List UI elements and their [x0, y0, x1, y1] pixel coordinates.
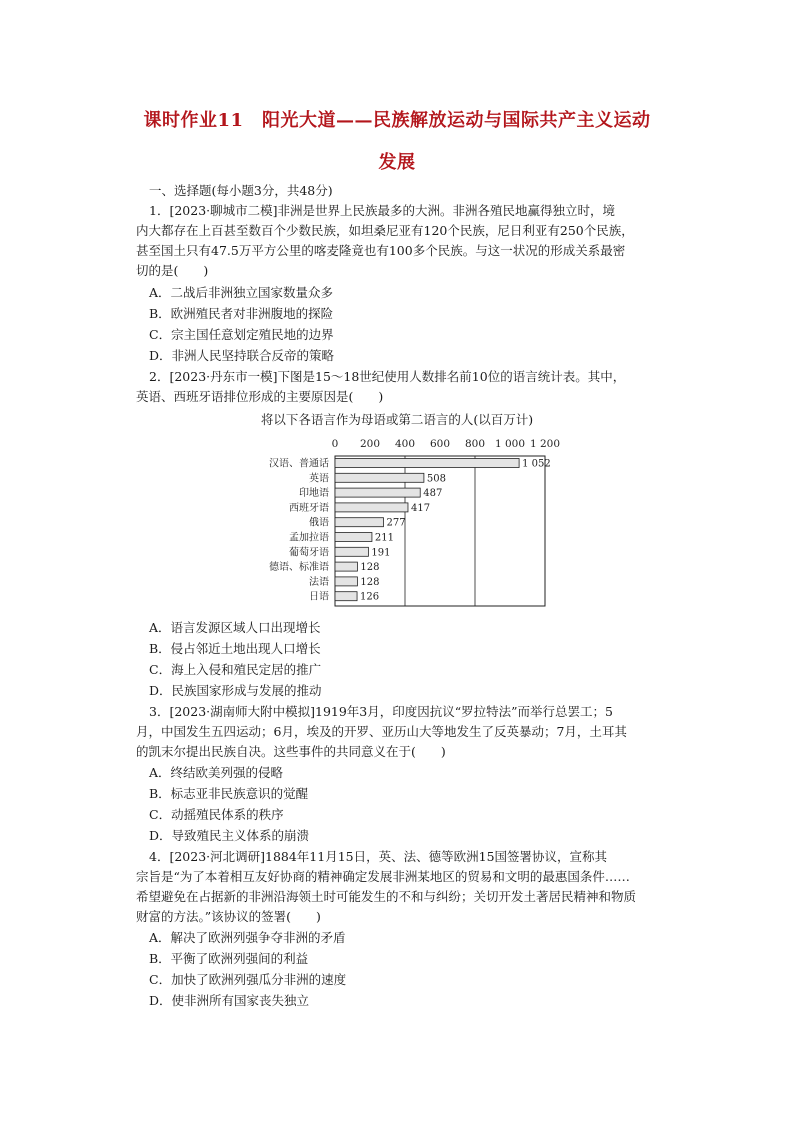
q3-option-c: C．动摇殖民体系的秩序	[149, 807, 284, 822]
chart-title: 将以下各语言作为母语或第二语言的人(以百万计)	[260, 412, 534, 427]
q2-option-a: A．语言发源区域人口出现增长	[149, 620, 321, 635]
q1-option-a: A．二战后非洲独立国家数量众多	[149, 285, 334, 300]
category-label: 德语、标准语	[269, 562, 329, 574]
x-tick-label: 800	[464, 438, 486, 450]
q1-stem-line: 1．[2023·聊城市二模]非洲是世界上民族最多的大洲。非洲各殖民地赢得独立时，境	[149, 203, 615, 218]
category-label: 孟加拉语	[289, 532, 329, 544]
bar	[335, 518, 383, 527]
category-label: 葡萄牙语	[289, 547, 329, 559]
q4-stem-line: 希望避免在占据新的非洲沿海领土时可能发生的不和与纠纷；关切开发土著居民精神和物质	[136, 889, 637, 904]
value-label: 126	[360, 591, 380, 603]
x-tick-label: 1 200	[529, 438, 561, 450]
q3-stem-line: 月，中国发生五四运动；6月，埃及的开罗、亚历山大等地发生了反英暴动；7月，土耳其	[136, 724, 627, 739]
category-label: 法语	[309, 576, 329, 588]
bar	[335, 562, 357, 571]
value-label: 277	[386, 517, 406, 529]
value-label: 128	[360, 576, 380, 588]
q4-stem-line: 财富的方法。”该协议的签署( )	[136, 909, 321, 924]
q1-stem-line: 甚至国土只有47.5万平方公里的喀麦隆竟也有100多个民族。与这一状况的形成关系最密	[136, 243, 626, 258]
q2-option-d: D．民族国家形成与发展的推动	[149, 683, 322, 698]
page-title-line-1: 课时作业11 阳光大道——民族解放运动与国际共产主义运动	[143, 110, 651, 131]
q3-stem-line: 的凯末尔提出民族自决。这些事件的共同意义在于( )	[136, 744, 446, 759]
value-label: 1 052	[522, 458, 551, 470]
q1-stem-line: 切的是( )	[136, 263, 209, 278]
category-label: 汉语、普通话	[269, 458, 329, 470]
q1-option-d: D．非洲人民坚持联合反帝的策略	[149, 348, 335, 363]
q3-option-d: D．导致殖民主义体系的崩溃	[149, 828, 310, 843]
bar	[335, 577, 357, 586]
value-label: 508	[426, 473, 446, 485]
category-label: 英语	[309, 473, 329, 485]
q4-stem-line: 宗旨是“为了本着相互友好协商的精神确定发展非洲某地区的贸易和文明的最惠国条件……	[136, 869, 630, 884]
q2-option-b: B．侵占邻近土地出现人口增长	[149, 641, 321, 656]
q2-stem-line: 2．[2023·丹东市一模]下图是15～18世纪使用人数排名前10位的语言统计表。其中，	[149, 369, 626, 384]
q1-option-b: B．欧洲殖民者对非洲腹地的探险	[149, 306, 334, 321]
bar	[335, 503, 408, 512]
bar	[335, 592, 357, 601]
q3-option-a: A．终结欧美列强的侵略	[149, 765, 284, 780]
q4-option-c: C．加快了欧洲列强瓜分非洲的速度	[149, 972, 347, 987]
q2-option-c: C．海上入侵和殖民定居的推广	[149, 662, 322, 677]
bar	[335, 473, 424, 482]
category-label: 西班牙语	[289, 502, 329, 514]
value-label: 211	[374, 532, 395, 544]
q1-stem-line: 内大都存在上百甚至数百个少数民族，如坦桑尼亚有120个民族，尼日利亚有250个民族，	[136, 223, 634, 238]
value-label: 128	[360, 562, 380, 574]
page-title-line-2: 发展	[378, 152, 416, 173]
q3-option-b: B．标志亚非民族意识的觉醒	[149, 786, 309, 801]
category-label: 俄语	[309, 517, 329, 529]
value-label: 487	[423, 488, 443, 500]
bar	[335, 459, 519, 468]
bar	[335, 488, 420, 497]
x-tick-label: 200	[359, 438, 381, 450]
bar	[335, 533, 372, 542]
x-tick-label: 600	[429, 438, 451, 450]
q4-option-b: B．平衡了欧洲列强间的利益	[149, 951, 309, 966]
bar	[335, 547, 368, 556]
q3-stem-line: 3．[2023·湖南师大附中模拟]1919年3月，印度因抗议“罗拉特法”而举行总罢工；5	[149, 704, 613, 719]
q4-option-a: A．解决了欧洲列强争夺非洲的矛盾	[149, 930, 346, 945]
x-tick-label: 1 000	[494, 438, 526, 450]
category-label: 印地语	[299, 488, 329, 500]
section-heading: 一、选择题(每小题3分，共48分)	[149, 183, 333, 198]
q4-option-d: D．使非洲所有国家丧失独立	[149, 993, 310, 1008]
value-label: 191	[371, 547, 391, 559]
q1-option-c: C．宗主国任意划定殖民地的边界	[149, 327, 334, 342]
x-tick-label: 400	[394, 438, 416, 450]
category-label: 日语	[309, 591, 329, 603]
value-label: 417	[410, 502, 431, 514]
q2-stem-line: 英语、西班牙语排位形成的主要原因是( )	[136, 389, 384, 404]
q4-stem-line: 4．[2023·河北调研]1884年11月15日，英、法、德等欧洲15国签署协议，宣称其	[149, 849, 608, 864]
x-tick-label: 0	[331, 438, 339, 450]
language-bar-chart	[0, 430, 794, 630]
